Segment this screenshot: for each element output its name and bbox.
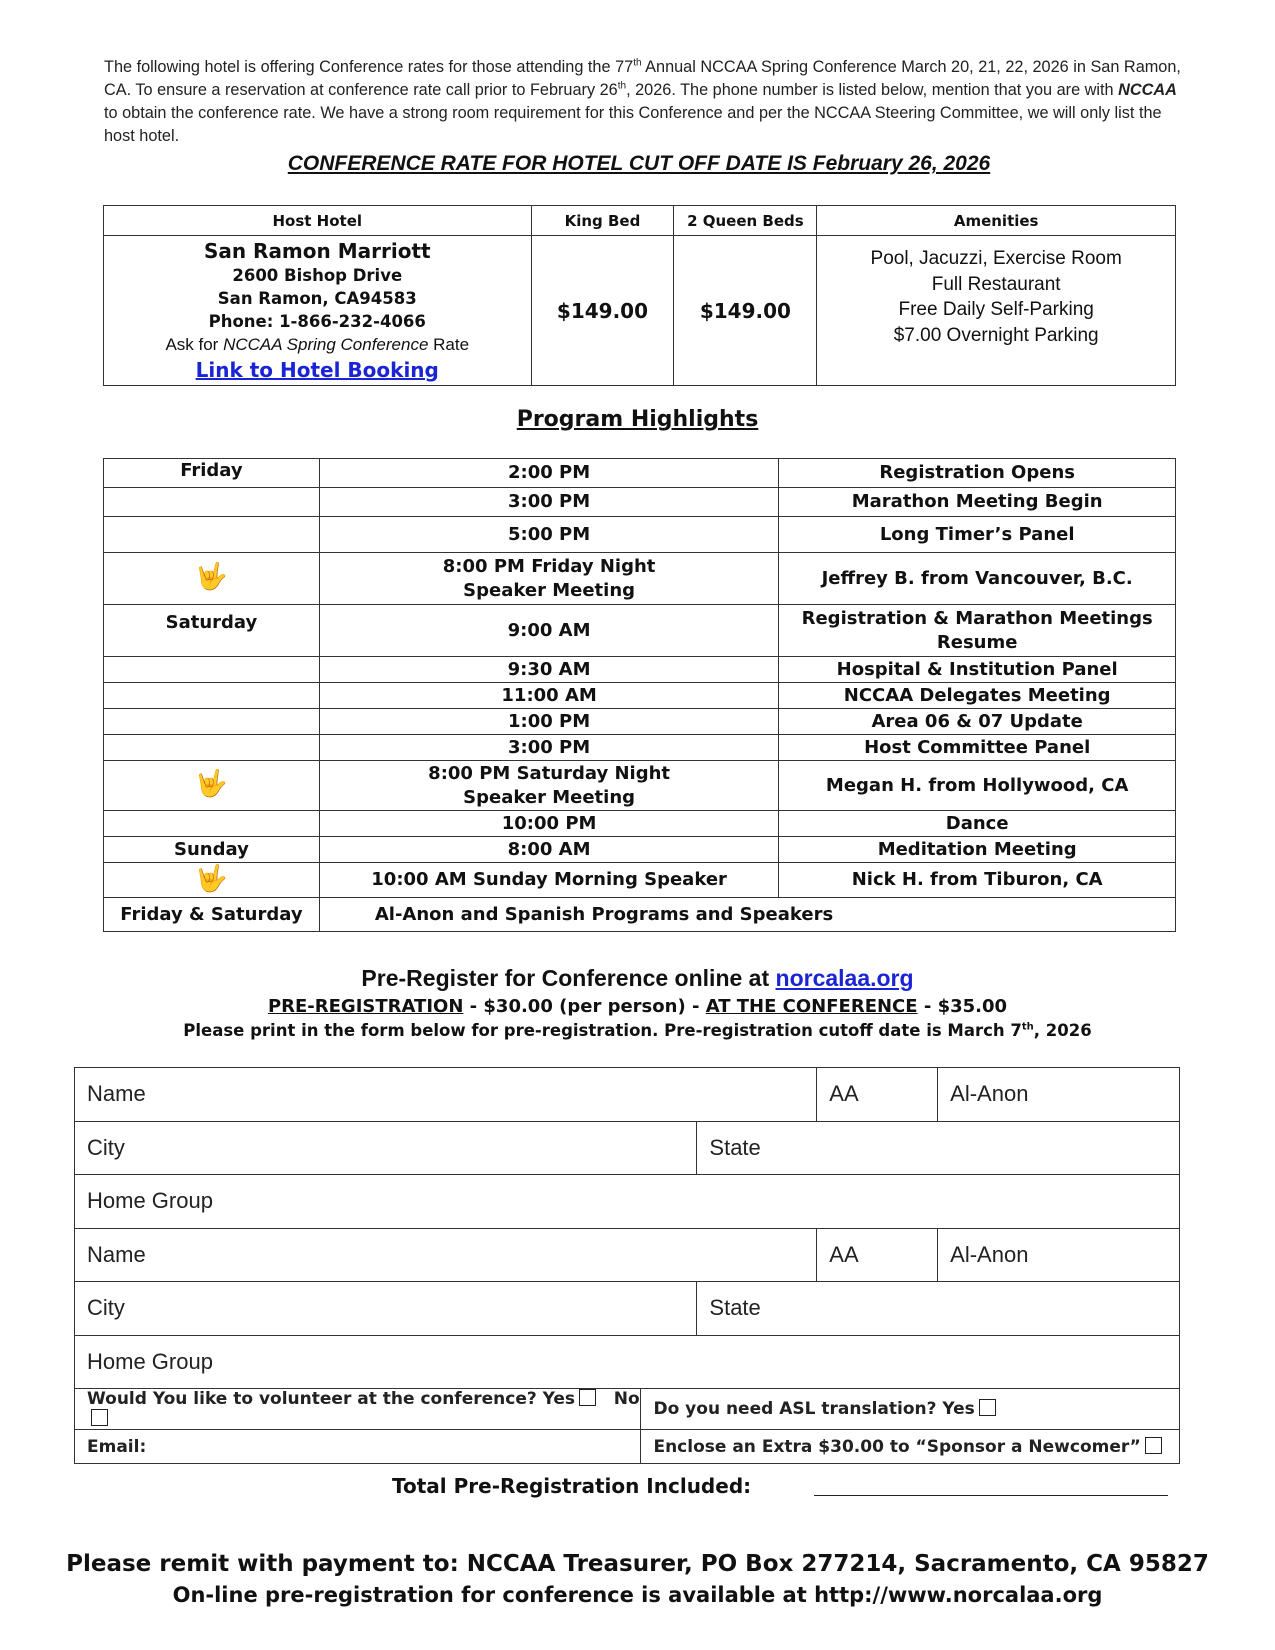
program-event-line: Registration & Marathon Meetings (801, 607, 1153, 629)
day-empty (104, 517, 320, 553)
preregister-heading (0, 965, 1275, 992)
state-field[interactable]: State (697, 1121, 1180, 1175)
name-field[interactable]: Name (75, 1068, 817, 1122)
program-event: Area 06 & 07 Update (779, 709, 1176, 735)
program-table (103, 458, 1176, 932)
program-time-line: 8:00 PM Friday Night (442, 555, 656, 577)
hotel-city: San Ramon, CA94583 (217, 288, 417, 308)
ask-post: Rate (428, 334, 470, 354)
total-input-line[interactable] (814, 1495, 1168, 1496)
program-event: Nick H. from Tiburon, CA (779, 863, 1176, 898)
intro-text-3: , 2026. The phone number is listed below, mention that you are with (626, 81, 1119, 99)
amenity-item: Pool, Jacuzzi, Exercise Room (870, 248, 1122, 269)
sponsor-label: Enclose an Extra $30.00 to “Sponsor a Newcomer” (653, 1436, 1141, 1457)
program-time: 3:00 PM (319, 735, 779, 761)
pre-registration-price: - $30.00 (per person) - (463, 996, 706, 1017)
asl-sign-icon: 🤟 (195, 863, 228, 894)
sponsor-question (641, 1430, 1180, 1464)
program-time-line: Speaker Meeting (463, 579, 636, 601)
header-queen-beds: 2 Queen Beds (674, 206, 817, 236)
program-time: 3:00 PM (319, 488, 779, 517)
intro-text-1: The following hotel is offering Conference rates for those attending the 77 (104, 58, 634, 76)
pricing-line (0, 996, 1275, 1017)
program-highlights-title: Program Highlights (516, 407, 759, 432)
program-event-line: Resume (936, 631, 1018, 653)
asl-icon-cell (104, 761, 320, 811)
volunteer-yes-checkbox[interactable] (579, 1389, 596, 1406)
hotel-street: 2600 Bishop Drive (232, 265, 403, 285)
asl-question (641, 1389, 1180, 1430)
program-time: 2:00 PM (319, 459, 779, 488)
program-time-line: 8:00 PM Saturday Night (428, 762, 671, 784)
instructions-text: Please print in the form below for pre-registration. Pre-registration cutoff date is March 7 (183, 1021, 1022, 1040)
queen-beds-price: $149.00 (674, 236, 817, 386)
ask-italic: NCCAA Spring Conference (223, 334, 429, 354)
home-group-field[interactable]: Home Group (75, 1175, 1180, 1229)
cutoff-instructions (0, 1021, 1275, 1040)
program-time (319, 761, 779, 811)
aa-field[interactable]: AA (817, 1068, 938, 1122)
at-conference-price: - $35.00 (917, 996, 1008, 1017)
day-friday: Friday (104, 459, 320, 488)
name-field[interactable]: Name (75, 1228, 817, 1282)
program-time (319, 553, 779, 605)
instructions-sup: th (1021, 1021, 1034, 1033)
amenity-item: $7.00 Overnight Parking (893, 324, 1099, 346)
day-saturday: Saturday (104, 605, 320, 657)
program-event: Megan H. from Hollywood, CA (779, 761, 1176, 811)
preregister-text: Pre-Register for Conference online at (361, 965, 776, 991)
intro-paragraph (104, 56, 1184, 148)
asl-icon-cell (104, 553, 320, 605)
asl-yes-checkbox[interactable] (979, 1399, 996, 1416)
remit-address: Please remit with payment to: NCCAA Treasurer, PO Box 277214, Sacramento, CA 95827 (66, 1551, 1209, 1577)
program-event (779, 605, 1176, 657)
sponsor-checkbox[interactable] (1145, 1437, 1162, 1454)
intro-nccaa: NCCAA (1118, 81, 1177, 99)
amenity-item: Full Restaurant (931, 273, 1061, 295)
day-empty (104, 735, 320, 761)
intro-text-2: Annual NCCAA Spring Conference March 20, 21, 22, 2026 in San Ramon, CA. To ensure a reservation at conference rate call prior to February 26 (104, 58, 1181, 99)
program-event: Hospital & Institution Panel (779, 657, 1176, 683)
volunteer-no-checkbox[interactable] (91, 1409, 108, 1426)
program-time: 5:00 PM (319, 517, 779, 553)
program-event: Registration Opens (779, 459, 1176, 488)
day-empty (104, 657, 320, 683)
registration-form (74, 1067, 1180, 1464)
program-event: Dance (779, 811, 1176, 837)
volunteer-no-label: No (613, 1389, 640, 1409)
hotel-name: San Ramon Marriott (203, 238, 431, 263)
hotel-phone: Phone: 1-866-232-4066 (208, 311, 426, 331)
city-field[interactable]: City (75, 1282, 697, 1336)
intro-text-4: to obtain the conference rate. We have a strong room requirement for this Conference and per the NCCAA Steering Committee, we will only list the host hotel. (104, 104, 1162, 145)
header-host-hotel: Host Hotel (104, 206, 532, 236)
home-group-field[interactable]: Home Group (75, 1335, 1180, 1389)
volunteer-label: Would You like to volunteer at the conference? Yes (87, 1389, 576, 1409)
volunteer-question (75, 1389, 641, 1430)
alanon-field[interactable]: Al-Anon (938, 1228, 1180, 1282)
day-empty (104, 811, 320, 837)
city-field[interactable]: City (75, 1121, 697, 1175)
program-time: 9:00 AM (319, 605, 779, 657)
asl-label: Do you need ASL translation? Yes (653, 1399, 975, 1419)
day-sunday: Sunday (104, 837, 320, 863)
program-event: NCCAA Delegates Meeting (779, 683, 1176, 709)
program-time: 10:00 PM (319, 811, 779, 837)
program-event: Meditation Meeting (779, 837, 1176, 863)
online-registration-note: On-line pre-registration for conference is available at http://www.norcalaa.org (172, 1583, 1103, 1607)
alanon-field[interactable]: Al-Anon (938, 1068, 1180, 1122)
day-empty (104, 488, 320, 517)
pre-registration-label: PRE-REGISTRATION (267, 996, 464, 1017)
asl-icon-cell (104, 863, 320, 898)
asl-sign-icon: 🤟 (195, 769, 228, 799)
at-conference-label: AT THE CONFERENCE (705, 996, 918, 1017)
hotel-ask-rate (104, 333, 531, 356)
day-friday-saturday: Friday & Saturday (104, 898, 320, 932)
hotel-booking-link[interactable]: Link to Hotel Booking (195, 357, 439, 382)
day-empty (104, 683, 320, 709)
aa-field[interactable]: AA (817, 1228, 938, 1282)
intro-sup-2: th (617, 80, 627, 92)
intro-sup-1: th (633, 57, 642, 69)
state-field[interactable]: State (697, 1282, 1180, 1336)
king-bed-price: $149.00 (531, 236, 674, 386)
program-event: Long Timer’s Panel (779, 517, 1176, 553)
email-field[interactable]: Email: (75, 1430, 641, 1464)
program-final-note: Al-Anon and Spanish Programs and Speakers (319, 898, 1175, 932)
header-king-bed: King Bed (531, 206, 674, 236)
program-time: 9:30 AM (319, 657, 779, 683)
program-time: 10:00 AM Sunday Morning Speaker (319, 863, 779, 898)
cutoff-heading: CONFERENCE RATE FOR HOTEL CUT OFF DATE IS February 26, 2026 (287, 152, 991, 175)
header-amenities: Amenities (817, 206, 1176, 236)
instructions-end: , 2026 (1033, 1021, 1092, 1040)
asl-sign-icon: 🤟 (195, 562, 228, 592)
amenity-item: Free Daily Self-Parking (898, 299, 1094, 320)
total-label: Total Pre-Registration Included: (392, 1474, 752, 1498)
hotel-table (103, 205, 1176, 386)
program-event: Host Committee Panel (779, 735, 1176, 761)
day-empty (104, 709, 320, 735)
program-time-line: Speaker Meeting (463, 786, 636, 808)
program-event: Marathon Meeting Begin (779, 488, 1176, 517)
amenities-cell (817, 236, 1176, 386)
program-time: 8:00 AM (319, 837, 779, 863)
hotel-info-cell (104, 236, 532, 386)
program-time: 11:00 AM (319, 683, 779, 709)
program-event: Jeffrey B. from Vancouver, B.C. (779, 553, 1176, 605)
ask-pre: Ask for (165, 334, 224, 354)
program-time: 1:00 PM (319, 709, 779, 735)
norcalaa-link[interactable]: norcalaa.org (775, 965, 914, 991)
